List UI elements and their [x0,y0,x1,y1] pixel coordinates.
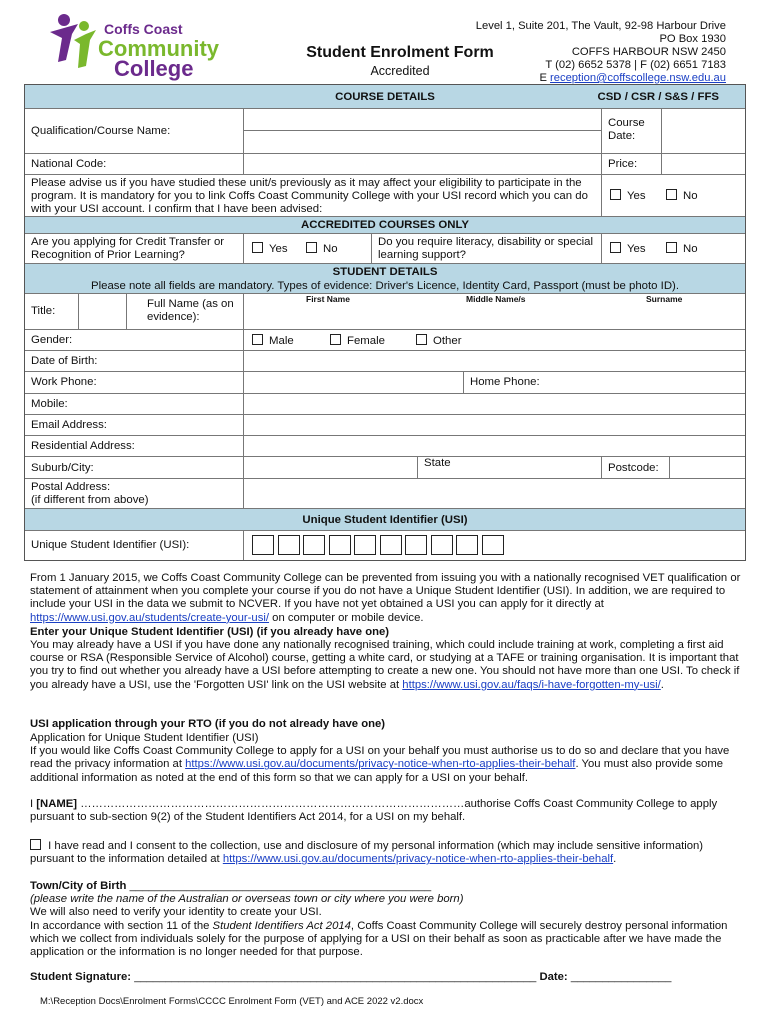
consent-text: I have read and I consent to the collection, use and disclosure of my personal information (which may include sensitive information) pursuant to the information detailed at [30,840,704,866]
postcode-label: Postcode: [601,457,669,478]
gender-options [243,330,745,350]
price-field[interactable] [661,154,745,174]
gender-male-checkbox[interactable]: Male [252,334,294,347]
create-usi-link[interactable]: https://www.usi.gov.au/students/create-your-usi/ [30,611,270,624]
national-code-field[interactable] [243,154,601,174]
signature-line [30,971,742,984]
student-details-bar [25,264,745,294]
address-line: Level 1, Suite 201, The Vault, 92-98 Harbour Drive [475,20,726,32]
gender-other-checkbox[interactable]: Other [416,334,462,347]
town-label: Town/City of Birth [30,880,127,892]
suburb-label: Suburb/City: [31,462,94,474]
consent-end: . [613,853,617,866]
surname-header: Surname [646,294,683,304]
rto-application-end: . You must also provide some additional information as noted at the end of this form so that we can apply for a USI on your behalf. [30,758,724,784]
usi-intro-text: From 1 January 2015, we Coffs Coast Community College can be prevented from issuing you with a nationally recognised VET qualification or statement of attainment when you complete your course if you do not have a Unique Student Identifier (USI). In addition, we are required to include your USI in the data we submit to NCVER. If you have not yet obtained a USI you can apply for it directly at [30,572,741,611]
forgotten-usi-link[interactable]: https://www.usi.gov.au/faqs/i-have-forgotten-my-usi/ [402,678,661,691]
title-label: Title: [31,305,56,317]
college-logo [44,10,224,82]
existing-usi-end: . [660,678,664,691]
consent-checkbox[interactable] [30,839,41,850]
town-note: (please write the name of the Australian or overseas town or city where you were born) [30,893,464,906]
consent-paragraph [30,839,742,866]
advise-text: Please advise us if you have studied these unit/s previously as it may affect your eligibility to participate in the program. It is mandatory for you to link Coffs Coast Community College with your USI record which you can do with your USI account. I confirm that I have been advised: [31,177,588,215]
address-line: T (02) 6652 5378 | F (02) 6651 7183 [545,59,726,71]
signature-label: Student Signature: [30,971,132,983]
college-address [476,20,726,85]
literacy-options [601,234,745,263]
course-date-field[interactable] [661,109,745,153]
act-name: Student Identifiers Act 2014 [212,919,351,932]
destroy-info-start: In accordance with section 11 of the [30,919,210,932]
advise-options [601,175,745,216]
logo-text-1: Coffs Coast [104,21,183,37]
section-title: STUDENT DETAILS [332,266,438,278]
usi-intro-paragraph [30,572,742,625]
email-field[interactable] [243,415,745,435]
advise-no-checkbox[interactable]: No [666,189,698,202]
town-of-birth-block [30,880,742,959]
existing-usi-paragraph [30,639,742,692]
national-code-label: National Code: [31,158,107,170]
postal-sub-text: (if different from above) [31,494,149,506]
privacy-notice-link[interactable]: https://www.usi.gov.au/documents/privacy-notice-when-rto-applies-their-behalf [185,758,576,771]
state-field[interactable] [417,457,601,478]
work-phone-label: Work Phone: [31,376,97,388]
usi-char-box[interactable] [482,535,504,555]
logo-text-3: College [114,56,194,81]
figures-icon [50,14,96,68]
postal-label [31,481,149,507]
date-label: Date: [539,971,568,983]
mobile-row [25,394,745,415]
accredited-bar: ACCREDITED COURSES ONLY [25,217,745,234]
rto-application-subtitle: Application for Unique Student Identifier (USI) [30,732,259,744]
existing-usi-text: You may already have a USI if you have done any nationally recognised training, which could include training at work, completing a first aid course or RSA (Responsible Service of Alcohol) course, getting a white card, or studying at a TAFE or training organisation. It is important that you try to find out whether you already have a USI before attempting to create a new one. You should not have more than one USI. To check if you already have a USI, use the 'Forgotten USI' link on the USI website at [30,639,740,691]
home-phone-label: Home Phone: [470,376,540,388]
name-field[interactable]: ………………………………………………………………………………………… [80,798,465,810]
home-phone-field[interactable] [463,372,745,393]
authorise-text: authorise Coffs Coast Community College to apply pursuant to sub-section 9(2) of the Student Identifiers Act 2014, for a USI on my behalf. [30,798,718,824]
email-link[interactable]: reception@coffscollege.nsw.edu.au [550,72,726,84]
dob-row [25,351,745,372]
literacy-label: Do you require literacy, disability or special learning support? [371,234,601,263]
qualification-row [25,109,745,154]
authorise-paragraph [30,798,742,824]
logo-text-2: Community [98,36,219,61]
gender-female-checkbox[interactable]: Female [330,334,385,347]
credit-options [243,234,371,263]
usi-label: Unique Student Identifier (USI): [31,539,190,551]
national-code-row [25,154,745,175]
dob-label: Date of Birth: [31,355,98,367]
usi-char-box[interactable] [431,535,453,555]
state-label: State [424,457,451,469]
mobile-label: Mobile: [31,398,68,410]
usi-char-box[interactable] [329,535,351,555]
qualification-field[interactable] [243,109,601,153]
enrolment-form [24,84,746,561]
name-tag: [NAME] [36,798,78,810]
residential-label: Residential Address: [31,440,135,452]
rto-application-text: If you would like Coffs Coast Community College to apply for a USI on your behalf you must authorise us to do so and declare that you have read the privacy information at [30,745,730,771]
file-path-footer: M:\Reception Docs\Enrolment Forms\CCCC Enrolment Form (VET) and ACE 2022 v2.docx [40,996,424,1007]
name-row [25,294,745,330]
suburb-row [25,457,745,479]
usi-boxes [243,531,745,560]
usi-char-box[interactable] [278,535,300,555]
usi-char-box[interactable] [405,535,427,555]
date-field[interactable]: ________________ [570,971,672,983]
qualification-label: Qualification/Course Name: [31,125,171,137]
mobile-field[interactable] [243,394,745,414]
middle-name-header: Middle Name/s [466,294,526,304]
destroy-info-text: , Coffs Coast Community College will securely destroy personal information which we collect from individuals solely for the purpose of applying for a USI on their behalf as soon as practicable after we have made the application or the information is no longer needed for that purpose. [30,919,728,959]
literacy-yes-checkbox[interactable]: Yes [610,242,646,255]
residential-field[interactable] [243,436,745,456]
enter-usi-heading: Enter your Unique Student Identifier (USI) (if you already have one) [30,626,390,638]
first-name-header: First Name [306,294,350,304]
postal-field[interactable] [243,479,745,508]
usi-bar: Unique Student Identifier (USI) [25,509,745,531]
form-subtitle: Accredited [370,64,430,78]
suburb-field[interactable] [243,457,417,478]
advise-row [25,175,745,217]
email-label: Email Address: [31,419,107,431]
name-prefix: I [30,798,34,810]
postal-label-text: Postal Address: [31,481,111,493]
gender-row [25,330,745,351]
fullname-label: Full Name (as on evidence): [126,294,243,329]
work-phone-field[interactable] [243,372,463,393]
price-label: Price: [601,154,661,174]
residential-row [25,436,745,457]
address-line: COFFS HARBOUR NSW 2450 [571,46,726,58]
title-field[interactable] [78,294,126,329]
evidence-note: Please note all fields are mandatory. Types of evidence: Driver's Licence, Identity Card, Passport (must be photo ID). [90,280,680,292]
signature-field[interactable]: ________________________________________________________________ [134,971,537,983]
email-prefix: E [539,72,551,84]
literacy-no-checkbox[interactable]: No [666,242,698,255]
credit-yes-checkbox[interactable]: Yes [252,242,288,255]
usi-row [25,531,745,560]
usi-char-box[interactable] [456,535,478,555]
course-codes: CSD / CSR / S&S / FFS [597,91,719,103]
dob-field[interactable] [243,351,745,371]
consent-privacy-link[interactable]: https://www.usi.gov.au/documents/privacy-notice-when-rto-applies-their-behalf [222,853,614,866]
rto-application-heading: USI application through your RTO (if you do not already have one) [30,718,386,730]
credit-row [25,234,745,264]
phone-row [25,372,745,394]
rto-application-paragraph [30,732,742,785]
course-details-bar [25,85,745,109]
usi-char-box[interactable] [354,535,376,555]
form-title: Student Enrolment Form [306,44,494,61]
address-line: PO Box 1930 [659,33,726,45]
email-row [25,415,745,436]
usi-intro-end: on computer or mobile device. [272,611,424,624]
town-field[interactable]: ________________________________________________ [129,880,432,892]
verify-text: We will also need to verify your identity to create your USI. [30,906,322,919]
usi-char-box[interactable] [380,535,402,555]
credit-label: Are you applying for Credit Transfer or Recognition of Prior Learning? [31,236,225,261]
fullname-fields[interactable] [243,294,745,329]
gender-label: Gender: [31,334,73,346]
usi-char-box[interactable] [303,535,325,555]
usi-char-box[interactable] [252,535,274,555]
postal-row [25,479,745,509]
course-date-label: Course Date: [601,109,661,153]
postcode-field[interactable] [669,457,745,478]
section-title: COURSE DETAILS [335,91,435,103]
advise-yes-checkbox[interactable]: Yes [610,189,646,202]
credit-no-checkbox[interactable]: No [306,242,338,255]
